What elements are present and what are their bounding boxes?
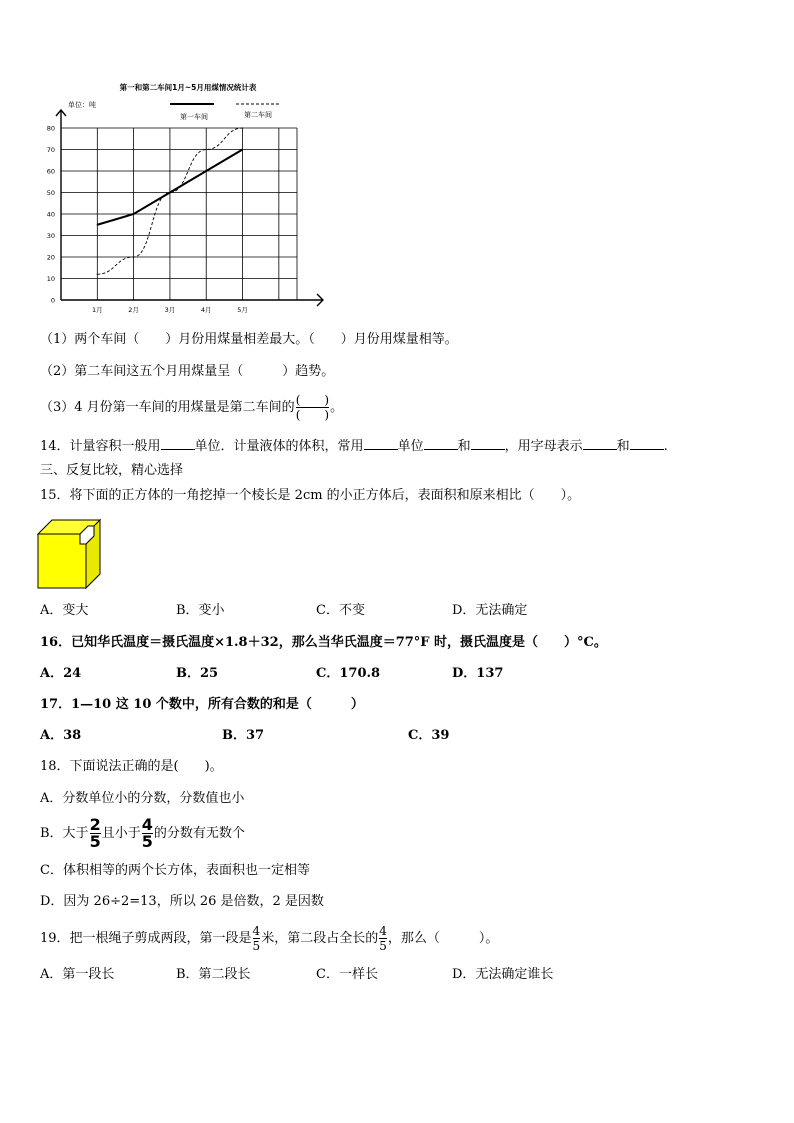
blank <box>424 437 458 450</box>
x-tick-label: 1月 <box>91 306 103 314</box>
q16-option-b[interactable]: B．25 <box>176 666 219 681</box>
q14-text-g: . <box>663 439 668 454</box>
data-point-series-1 <box>133 213 134 214</box>
q13-part3 <box>40 393 343 422</box>
q19-option-a[interactable]: A．第一段长 <box>40 967 115 982</box>
fraction-numerator: 4 <box>252 924 261 938</box>
data-point-series-2 <box>206 149 207 150</box>
q15-option-a[interactable]: A．变大 <box>40 603 89 618</box>
q18-b-text: B．大于 <box>40 826 89 841</box>
q18-option-c[interactable]: C．体积相等的两个长方体，表面积也一定相等 <box>40 863 310 878</box>
y-tick-label: 40 <box>46 210 55 219</box>
fraction-numerator: 4 <box>379 924 387 938</box>
data-point-series-1 <box>97 224 98 225</box>
q13-part2: （2）第二车间这五个月用煤量呈（ ）趋势。 <box>40 364 335 379</box>
q13-part3-end: 。 <box>330 400 344 415</box>
y-tick-label: 0 <box>50 296 55 305</box>
x-tick-label: 5月 <box>237 306 248 314</box>
q17-stem: 17．1—10 这 10 个数中，所有合数的和是（ ） <box>40 697 364 712</box>
q18-b-text-mid: 且小于 <box>101 826 141 841</box>
y-tick-label: 60 <box>46 167 55 176</box>
q19-text: 19．把一根绳子剪成两段，第一段是 <box>40 931 252 946</box>
q14-text-d: 和 <box>457 439 471 454</box>
blank <box>630 437 664 450</box>
q15-option-c[interactable]: C．不变 <box>316 603 365 618</box>
chart-grid <box>61 128 297 300</box>
data-point-series-2 <box>97 274 98 275</box>
fraction-numerator: ( ) <box>295 393 330 407</box>
q16-stem: 16．已知华氏温度＝摄氏温度×1.8＋32，那么当华氏温度＝77°F 时，摄氏温度是（ ）°C。 <box>40 635 607 650</box>
q14-text-f: 和 <box>616 439 630 454</box>
fraction-numerator: 4 <box>141 815 153 834</box>
q14-text-a: 14．计量容积一般用 <box>40 439 161 454</box>
y-tick-label: 10 <box>46 275 55 283</box>
data-point-series-1 <box>206 170 207 171</box>
fraction-numerator: 2 <box>89 815 101 834</box>
fraction-four-fifths-meters <box>253 924 261 953</box>
cube-front-face <box>38 534 86 588</box>
y-tick-label: 70 <box>46 146 55 154</box>
data-point-series-1 <box>242 149 243 150</box>
blank <box>471 437 505 450</box>
q16-option-a[interactable]: A．24 <box>40 666 82 681</box>
q18-option-b[interactable] <box>40 817 245 851</box>
fraction-denominator: ( ) <box>295 408 330 422</box>
fraction-four-fifths <box>142 817 153 850</box>
fraction-denominator: 5 <box>89 832 101 851</box>
chart-unit-label: 单位：吨 <box>68 101 96 109</box>
q18-option-a[interactable]: A．分数单位小的分数，分数值也小 <box>40 791 245 806</box>
section-heading: 三、反复比较，精心选择 <box>40 463 184 478</box>
q17-option-a[interactable]: A．38 <box>40 728 82 743</box>
q18-stem: 18．下面说法正确的是( )。 <box>40 759 223 774</box>
q15-option-b[interactable]: B．变小 <box>176 603 225 618</box>
fraction-denominator: 5 <box>141 832 153 851</box>
y-tick-label: 50 <box>46 189 55 197</box>
fraction-denominator: 5 <box>252 939 261 953</box>
y-tick-label: 30 <box>46 232 55 240</box>
q16-option-c[interactable]: C．170.8 <box>316 666 381 681</box>
q19-option-c[interactable]: C．一样长 <box>316 967 378 982</box>
q13-part1: （1）两个车间（ ）月份用煤量相差最大。（ ）月份用煤量相等。 <box>40 332 458 347</box>
q18-b-text-end: 的分数有无数个 <box>153 826 245 841</box>
q19-option-d[interactable]: D．无法确定谁长 <box>452 967 554 982</box>
q14-text-e: ，用字母表示 <box>504 439 583 454</box>
data-point-series-2 <box>133 256 134 257</box>
blank <box>364 437 398 450</box>
q13-part3-text: （3）4 月份第一车间的用煤量是第二车间的 <box>40 400 295 415</box>
q18-option-d[interactable]: D．因为 26÷2=13，所以 26 是倍数，2 是因数 <box>40 894 324 909</box>
q15-option-d[interactable]: D．无法确定 <box>452 603 528 618</box>
q19-text-mid: 米，第二段占全长的 <box>261 931 379 946</box>
q13-part3-fraction <box>296 393 329 422</box>
fraction-two-fifths <box>90 817 101 850</box>
data-point-series-2 <box>169 192 170 193</box>
q19-option-b[interactable]: B．第二段长 <box>176 967 251 982</box>
y-tick-label: 20 <box>46 253 55 262</box>
q15-stem: 15．将下面的正方体的一角挖掉一个棱长是 2cm 的小正方体后，表面积和原来相比（ ）。 <box>40 488 581 503</box>
blank <box>583 437 617 450</box>
fraction-denominator: 5 <box>379 939 387 953</box>
coal-usage-line-chart <box>0 78 340 318</box>
blank <box>161 437 195 450</box>
chart-title: 第一和第二车间1月~5月用煤情况统计表 <box>119 83 257 92</box>
fraction-four-fifths-total <box>379 924 387 953</box>
q16-option-d[interactable]: D．137 <box>452 666 504 681</box>
q19-stem <box>40 922 498 956</box>
q14-question <box>40 437 668 456</box>
x-tick-label: 4月 <box>200 306 212 314</box>
x-tick-label: 2月 <box>128 306 139 314</box>
chart-labels <box>47 125 248 315</box>
chart-axes <box>56 110 323 306</box>
y-tick-label: 80 <box>46 124 55 133</box>
data-point-series-2 <box>242 127 243 128</box>
legend-label-series-1: 第一车间 <box>180 113 208 121</box>
legend-label-series-2: 第二车间 <box>244 111 272 119</box>
q17-option-c[interactable]: C．39 <box>408 728 450 743</box>
cube-figure <box>36 518 106 590</box>
q14-text-b: 单位．计量液体的体积，常用 <box>194 439 364 454</box>
q14-text-c: 单位 <box>397 439 424 454</box>
q17-option-b[interactable]: B．37 <box>222 728 265 743</box>
x-tick-label: 3月 <box>164 306 176 314</box>
q19-text-end: ，那么（ ）。 <box>387 931 499 946</box>
